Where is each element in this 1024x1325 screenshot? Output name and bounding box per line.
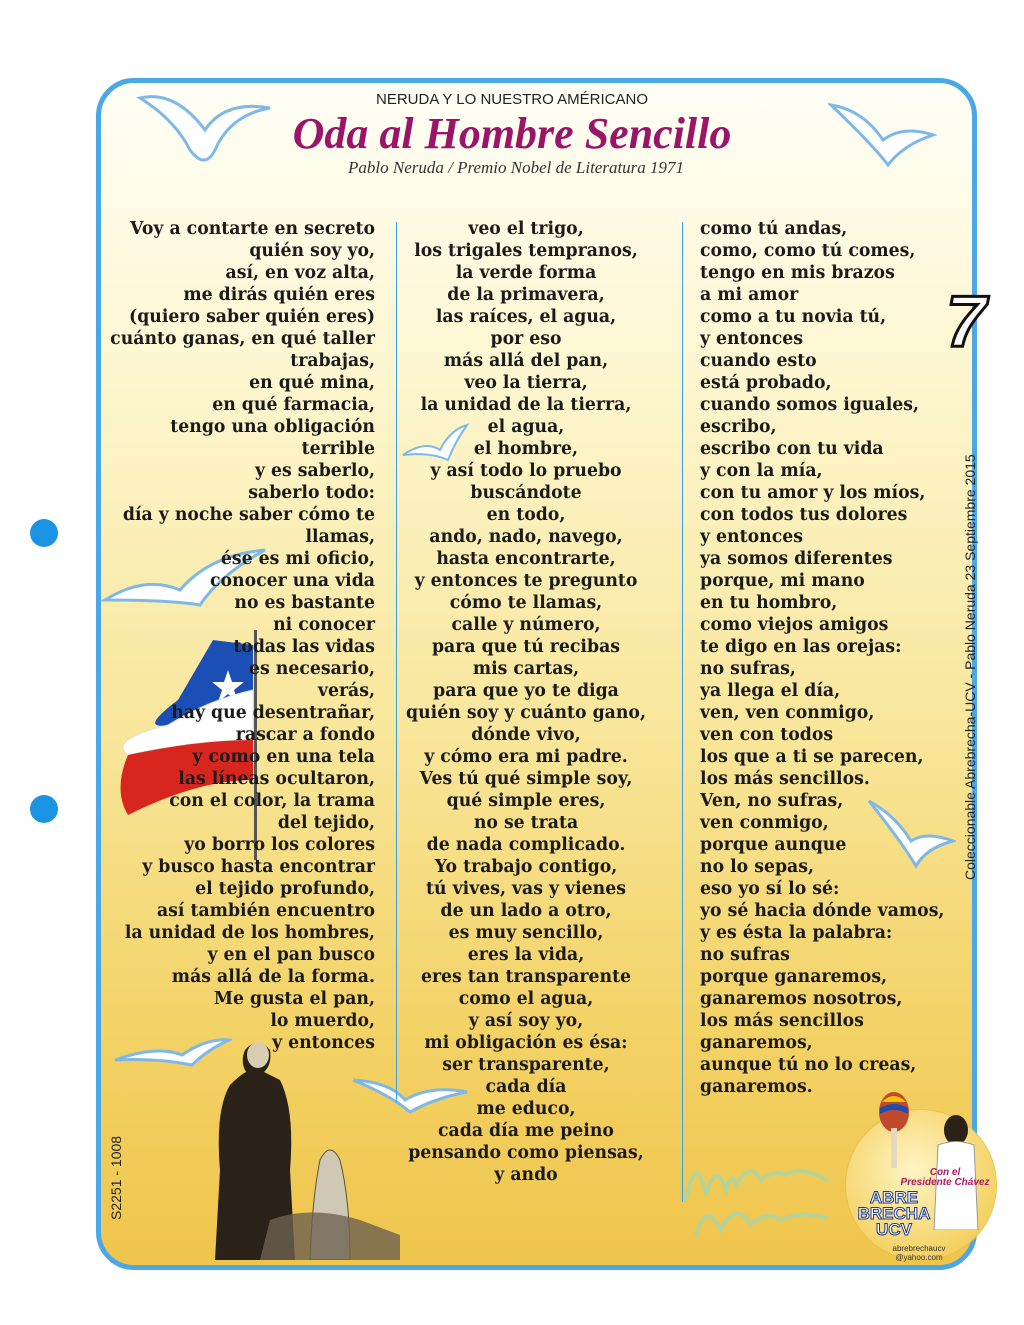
page-kicker: NERUDA Y LO NUESTRO AMÉRICANO <box>375 91 648 108</box>
poem-line: y con la mía, <box>700 461 823 481</box>
poem-line: te digo en las orejas: <box>700 637 902 657</box>
poem-line: hasta encontrarte, <box>436 549 616 569</box>
poem-line: calle y número, <box>451 615 601 635</box>
poem-line: los trigales tempranos, <box>414 241 638 261</box>
poem-line: y entonces te pregunto <box>414 571 638 591</box>
binder-hole-bottom <box>30 795 58 823</box>
poem-line: y así todo lo pruebo <box>430 461 622 481</box>
poem-line: lo muerdo, <box>270 1011 375 1031</box>
poem-line: eres tan transparente <box>420 967 632 987</box>
poem-line: cuando somos iguales, <box>700 395 920 415</box>
poem-line: eres la vida, <box>467 945 585 965</box>
poem-line: ven, ven conmigo, <box>700 703 875 723</box>
poem-line: porque, mi mano <box>700 571 865 591</box>
poem-line: y ando <box>494 1165 558 1185</box>
poem-line: de un lado a otro, <box>440 901 612 921</box>
poem-line: terrible <box>301 439 375 459</box>
poem-line: más allá del pan, <box>443 351 609 371</box>
badge-caption-line2: Presidente Chávez <box>900 1177 990 1188</box>
badge-email-line1: abrebrechaucv <box>892 1244 946 1253</box>
poem-line: hay que desentrañar, <box>171 703 375 723</box>
poem-line: por eso <box>490 329 562 349</box>
poem-line: las líneas ocultaron, <box>178 769 375 789</box>
poem-line: no lo sepas, <box>700 857 814 877</box>
side-caption: Coleccionable Abrebrecha-UCV - Pablo Neruda 23 Septiembre 2015 <box>962 454 978 880</box>
poem-line: qué simple eres, <box>446 791 606 811</box>
poem-line: y entonces <box>700 329 803 349</box>
poem-line: ya llega el día, <box>700 681 841 701</box>
poem-line: el agua, <box>487 417 565 437</box>
poem-line: veo el trigo, <box>468 219 584 239</box>
poem-line: para que yo te diga <box>433 681 619 701</box>
page-number: 7 <box>946 282 987 362</box>
poem-line: yo sé hacia dónde vamos, <box>700 901 945 921</box>
poem-line: aunque tú no lo creas, <box>700 1055 917 1075</box>
poem-line: buscándote <box>470 483 582 503</box>
poem-line: ven con todos <box>700 725 834 745</box>
poem-line: ven conmigo, <box>700 813 829 833</box>
page-subtitle: Pablo Neruda / Premio Nobel de Literatura 1971 <box>348 158 685 177</box>
poem-line: cada día me peino <box>438 1121 614 1141</box>
column-divider-right <box>682 222 683 1202</box>
poem-line: veo la tierra, <box>464 373 588 393</box>
poem-line: me dirás quién eres <box>183 285 375 305</box>
poem-line: tengo en mis brazos <box>700 263 895 283</box>
poem-line: y entonces <box>700 527 803 547</box>
poem-line: y así soy yo, <box>468 1011 584 1031</box>
poem-line: la verde forma <box>455 263 597 283</box>
poem-line: y es saberlo, <box>254 461 375 481</box>
poem-line: el hombre, <box>473 439 579 459</box>
poem-line: ando, nado, navego, <box>429 527 623 547</box>
poem-line: y entonces <box>272 1033 375 1053</box>
poem-line: como el agua, <box>458 989 594 1009</box>
badge-email <box>874 1244 964 1262</box>
page-title: Oda al Hombre Sencillo <box>292 109 732 158</box>
poem-line: saberlo todo: <box>248 483 375 503</box>
poem-line: ganaremos. <box>700 1077 813 1097</box>
poem-line: está probado, <box>700 373 832 393</box>
poem-line: como a tu novia tú, <box>700 307 887 327</box>
poem-line: porque aunque <box>700 835 847 855</box>
poem-line: Ves tú qué simple soy, <box>419 769 633 789</box>
poem-line: ganaremos, <box>700 1033 813 1053</box>
poem-line: ser transparente, <box>442 1055 610 1075</box>
poem-line: y en el pan busco <box>207 945 375 965</box>
poem-line: todas las vidas <box>233 637 375 657</box>
logo-line1: ABRE <box>869 1188 919 1207</box>
poem-line: y cómo era mi padre. <box>424 747 628 767</box>
poem-column-left <box>110 218 375 1054</box>
poem-line: tengo una obligación <box>170 417 375 437</box>
neruda-photo <box>200 1030 400 1260</box>
abrebrecha-logo <box>846 1190 942 1238</box>
poem-line: no se trata <box>473 813 579 833</box>
poem-line: eso yo sí lo sé: <box>700 879 840 899</box>
poem-line: y como en una tela <box>192 747 375 767</box>
poem-line: la unidad de los hombres, <box>124 923 375 943</box>
poem-line: quién soy y cuánto gano, <box>406 703 646 723</box>
poem-line: no es bastante <box>234 593 375 613</box>
poem-line: cuánto ganas, en qué taller <box>110 329 375 349</box>
poem-line: en todo, <box>486 505 566 525</box>
poem-line: pensando como piensas, <box>408 1143 644 1163</box>
poem-line: los más sencillos <box>700 1011 864 1031</box>
poem-line: yo borro los colores <box>184 835 375 855</box>
poem-line: los que a ti se parecen, <box>700 747 924 767</box>
poem-line: y es ésta la palabra: <box>700 923 893 943</box>
poem-line: el tejido profundo, <box>195 879 375 899</box>
poem-line: verás, <box>317 681 375 701</box>
poem-column-middle <box>406 218 646 1186</box>
poem-line: los más sencillos. <box>700 769 870 789</box>
poem-line: las raíces, el agua, <box>435 307 617 327</box>
poem-line: con tu amor y los míos, <box>700 483 926 503</box>
signature-icon <box>676 1140 836 1245</box>
poem-line: la unidad de la tierra, <box>420 395 632 415</box>
poem-line: ése es mi oficio, <box>220 549 375 569</box>
poem-line: en qué farmacia, <box>212 395 375 415</box>
poem-line: Ven, no sufras, <box>700 791 844 811</box>
poem-line: llamas, <box>305 527 375 547</box>
poem-line: día y noche saber cómo te <box>122 505 375 525</box>
poem-line: así, en voz alta, <box>225 263 375 283</box>
poem-line: de la primavera, <box>447 285 605 305</box>
poem-line: en qué mina, <box>249 373 375 393</box>
poem-line: Yo trabajo contigo, <box>434 857 618 877</box>
poem-line: (quiero saber quién eres) <box>129 307 375 327</box>
poem-line: como tú andas, <box>700 219 848 239</box>
poem-line: en tu hombro, <box>700 593 838 613</box>
poem-line: cómo te llamas, <box>449 593 603 613</box>
logo-line3: UCV <box>876 1220 912 1239</box>
poem-line: cuando esto <box>700 351 817 371</box>
poem-line: más allá de la forma. <box>171 967 375 987</box>
poem-line: ya somos diferentes <box>700 549 893 569</box>
poem-line: dónde vivo, <box>471 725 581 745</box>
poem-line: mis cartas, <box>472 659 580 679</box>
poem-line: con todos tus dolores <box>700 505 908 525</box>
binder-hole-top <box>30 519 58 547</box>
poem-line: ni conocer <box>273 615 375 635</box>
poem-line: rascar a fondo <box>235 725 375 745</box>
badge-caption-line1: Con el <box>929 1167 961 1178</box>
poem-line: escribo con tu vida <box>700 439 884 459</box>
poem-line: escribo, <box>700 417 777 437</box>
poem-line: porque ganaremos, <box>700 967 888 987</box>
poem-line: Voy a contarte en secreto <box>130 219 375 239</box>
poem-line: y busco hasta encontrar <box>142 857 375 877</box>
poem-line: trabajas, <box>290 351 375 371</box>
poem-line: de nada complicado. <box>426 835 626 855</box>
poem-line: mi obligación es ésa: <box>424 1033 628 1053</box>
poem-line: ganaremos nosotros, <box>700 989 903 1009</box>
poem-line: como, como tú comes, <box>700 241 916 261</box>
poem-line: así también encuentro <box>156 901 375 921</box>
poem-line: quién soy yo, <box>249 241 375 261</box>
column-divider-left <box>396 222 397 1102</box>
badge-email-line2: @yahoo.com <box>895 1253 943 1262</box>
poem-column-right <box>700 218 944 1098</box>
poem-line: como viejos amigos <box>700 615 889 635</box>
poem-line: no sufras <box>700 945 790 965</box>
poem-line: es muy sencillo, <box>448 923 604 943</box>
poem-line: a mi amor <box>700 285 799 305</box>
badge-caption <box>900 1168 990 1188</box>
poem-line: del tejido, <box>277 813 375 833</box>
poem-line: es necesario, <box>249 659 375 679</box>
poem-line: cada día <box>485 1077 567 1097</box>
poem-line: conocer una vida <box>209 571 375 591</box>
poem-line: con el color, la trama <box>169 791 375 811</box>
poem-line: para que tú recibas <box>431 637 621 657</box>
catalog-code: S2251 - 1008 <box>108 1135 124 1220</box>
poem-line: Me gusta el pan, <box>213 989 375 1009</box>
poem-line: no sufras, <box>700 659 796 679</box>
logo-line2: BRECHA <box>857 1204 931 1223</box>
poem-line: tú vives, vas y vienes <box>426 879 626 899</box>
poem-line: me educo, <box>476 1099 576 1119</box>
